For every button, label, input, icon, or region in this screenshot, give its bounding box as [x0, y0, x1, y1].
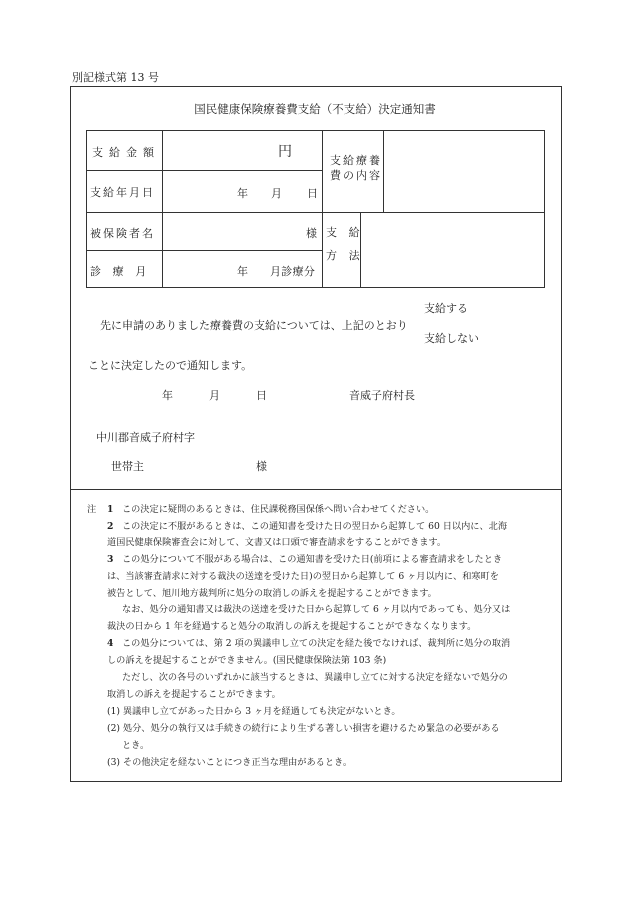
note-text: 被告として、旭川地方裁判所に処分の取消しの訴えを提起することができます。	[107, 588, 437, 599]
payment-date-month: 月	[271, 187, 283, 200]
table-divider	[360, 212, 361, 288]
note-text: は、当該審査請求に対する裁決の送達を受けた日)の翌日から起算して 6 ヶ月以内に、和寒町を	[107, 571, 499, 582]
notice-date-day: 日	[256, 389, 267, 402]
notice-date-month: 月	[209, 389, 220, 402]
payment-date-label: 支給年月日	[90, 186, 155, 199]
table-divider	[86, 212, 545, 213]
option-pay: 支給する	[424, 302, 468, 315]
note-item: (2) 処分、処分の執行又は手続きの続行により生ずる著しい損害を避けるため緊急の必要がある	[107, 723, 500, 734]
note-text: この処分については、第 2 項の異議申し立ての決定を経た後でなければ、裁判所に処分の取消	[122, 638, 511, 649]
note-text: この処分について不服がある場合は、この通知書を受けた日(前項による審査請求をしたとき	[122, 554, 503, 565]
treatment-month-suffix: 月診療分	[270, 265, 316, 278]
body-line-1: 先に申請のありました療養費の支給については、上記のとおり	[100, 319, 408, 332]
note-text: しの訴えを提起することができません。(国民健康保険法第 103 条)	[107, 655, 387, 666]
note-number: 4	[107, 638, 114, 649]
notice-date-year: 年	[162, 389, 173, 402]
note-text: ただし、次の各号のいずれかに該当するときは、異議申し立てに対する決定を経ないで処分の	[122, 672, 508, 683]
document-title: 国民健康保険療養費支給（不支給）決定通知書	[194, 102, 436, 116]
note-item: とき。	[122, 740, 150, 751]
table-divider	[86, 250, 323, 251]
table-divider	[162, 130, 163, 288]
payment-date-day: 日	[307, 187, 319, 200]
note-number: 2	[107, 521, 114, 532]
table-divider	[322, 130, 323, 288]
table-divider	[86, 170, 323, 171]
treatment-month-label: 診 療 月	[90, 265, 147, 278]
notes-head: 注	[87, 504, 97, 515]
recipient-address: 中川郡音威子府村字	[96, 431, 195, 444]
householder-label: 世帯主	[111, 460, 144, 473]
notes-divider	[70, 489, 562, 490]
insured-name-label: 被保険者名	[90, 227, 155, 240]
note-text: 裁決の日から 1 年を経過すると処分の取消しの訴えを提起することができなくなります。	[107, 621, 477, 632]
issuer-mayor: 音威子府村長	[349, 389, 415, 402]
note-text: なお、処分の通知書又は裁決の送達を受けた日から起算して 6 ヶ月以内であっても、処分又は	[122, 604, 511, 615]
insured-name-suffix: 様	[306, 227, 318, 240]
note-text: この決定に疑問のあるときは、住民課税務国保係へ問い合わせてください。	[122, 504, 435, 515]
table-divider	[383, 130, 384, 212]
method-label-line2: 方 法	[326, 249, 360, 262]
form-number: 別記様式第 13 号	[72, 71, 159, 84]
note-number: 3	[107, 554, 114, 565]
amount-unit: 円	[278, 144, 292, 160]
body-line-2: ことに決定したので通知します。	[88, 359, 253, 372]
payment-date-year: 年	[237, 187, 249, 200]
note-number: 1	[107, 504, 114, 515]
note-text: この決定に不服があるときは、この通知書を受けた日の翌日から起算して 60 日以内に、北海	[122, 521, 508, 532]
content-label-line1: 支給療養	[330, 154, 382, 167]
content-label-line2: 費の内容	[330, 169, 382, 182]
treatment-year: 年	[237, 265, 249, 278]
method-label-line1: 支 給	[326, 226, 360, 239]
option-nopay: 支給しない	[424, 332, 479, 345]
note-item: (3) その他決定を経ないことにつき正当な理由があるとき。	[107, 757, 353, 768]
note-text: 道国民健康保険審査会に対して、文書又は口頭で審査請求をすることができます。	[107, 537, 447, 548]
householder-suffix: 様	[256, 460, 267, 473]
note-text: 取消しの訴えを提起することができます。	[107, 689, 281, 700]
amount-label: 支給金額	[92, 146, 160, 159]
note-item: (1) 異議申し立てがあった日から 3 ヶ月を経過しても決定がないとき。	[107, 706, 401, 717]
